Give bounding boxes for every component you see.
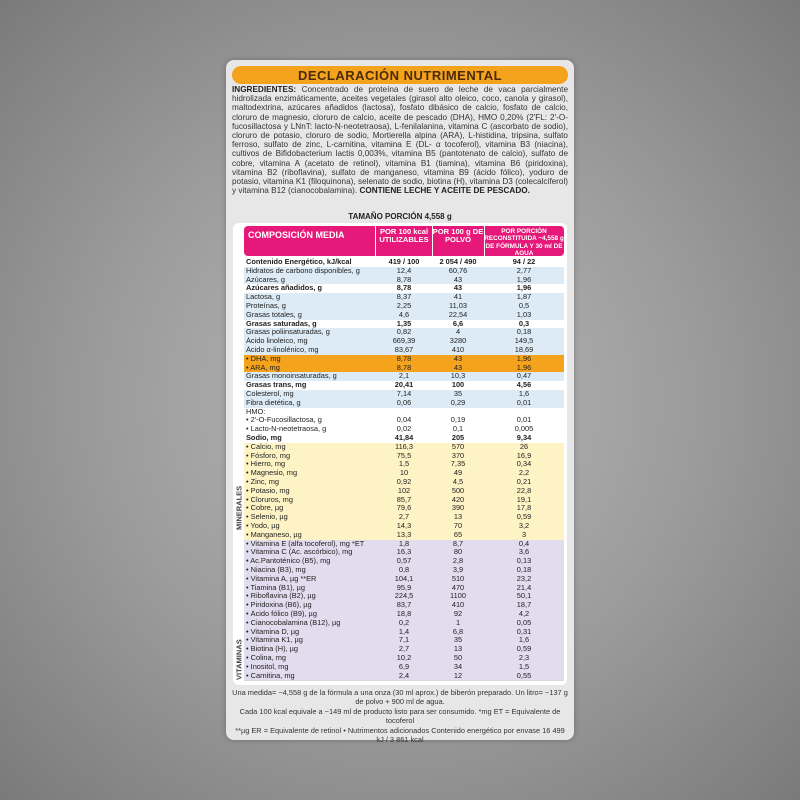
vitamins-side-label: VITAMINAS bbox=[234, 639, 244, 681]
value-per-100g: 3280 bbox=[449, 336, 467, 346]
value-per-100g: 22,54 bbox=[448, 309, 468, 319]
value-per-100kcal: 7,1 bbox=[398, 635, 410, 645]
value-per-100g: 41 bbox=[453, 292, 463, 302]
value-per-100kcal: 1,4 bbox=[398, 626, 410, 636]
nutrient-name: • Ácido fólico (B9), µg bbox=[246, 610, 317, 618]
nutrition-title: DECLARACIÓN NUTRIMENTAL bbox=[232, 66, 568, 84]
value-per-portion: 26 bbox=[519, 441, 529, 451]
value-per-100kcal: 2,4 bbox=[398, 670, 410, 680]
value-per-100kcal: 8,78 bbox=[396, 283, 412, 293]
value-per-portion: 0,5 bbox=[518, 301, 530, 310]
value-per-100kcal: 104,1 bbox=[394, 573, 414, 583]
value-per-100kcal: 41,84 bbox=[394, 433, 414, 442]
portion-size: TAMAÑO PORCIÓN 4,558 g bbox=[348, 212, 452, 221]
header-per-portion: POR PORCIÓN RECONSTITUIDA ~4,558 g DE FÓRMULA Y 30 ml DE AGUA bbox=[484, 228, 564, 258]
nutrient-name: • Vitamina K1, µg bbox=[246, 636, 303, 645]
value-per-100g: 49 bbox=[453, 468, 463, 478]
value-per-100kcal: 2,1 bbox=[398, 371, 410, 381]
value-per-100kcal: 1,5 bbox=[398, 459, 410, 469]
value-per-100g: 65 bbox=[453, 529, 463, 539]
value-per-100kcal: 16,3 bbox=[396, 547, 412, 557]
value-per-100g: 1100 bbox=[450, 591, 466, 601]
value-per-portion: 50,1 bbox=[516, 591, 532, 601]
nutrient-name: • Biotina (H), µg bbox=[246, 645, 299, 654]
value-per-portion: 2,3 bbox=[518, 653, 530, 662]
nutrient-name: • Carnitina, mg bbox=[246, 671, 295, 680]
value-per-100kcal: 13,3 bbox=[396, 529, 412, 539]
value-per-100kcal: 83,7 bbox=[396, 600, 412, 610]
nutrient-name: • DHA, mg bbox=[246, 354, 281, 363]
value-per-100g: 370 bbox=[451, 450, 465, 460]
value-per-portion: 0,13 bbox=[516, 556, 532, 566]
value-per-100g: 3,9 bbox=[452, 565, 464, 574]
footnote-line: Una medida= ~4,558 g de la fórmula a una onza (30 ml aprox.) de biberón preparado. Un litro= ~137 g de polvo + 900 ml de agua. bbox=[232, 688, 568, 707]
value-per-100g: 50 bbox=[453, 653, 463, 662]
nutrition-label bbox=[226, 60, 574, 745]
value-per-100kcal: 85,7 bbox=[396, 494, 412, 504]
value-per-portion: 0,05 bbox=[516, 617, 532, 627]
value-per-100g: 390 bbox=[451, 503, 465, 513]
value-per-portion: 2,2 bbox=[518, 468, 530, 478]
nutrient-name: Grasas saturadas, g bbox=[246, 319, 317, 328]
footnote-line: Cada 100 kcal equivale a ~149 ml de producto listo para ser consumido. *mg ET = Equivalente de tocoferol bbox=[239, 706, 561, 726]
allergen-statement: CONTIENE LECHE Y ACEITE DE PESCADO. bbox=[359, 186, 530, 196]
header-per-100g: POR 100 g DE POLVO bbox=[432, 227, 484, 244]
value-per-portion: 3 bbox=[521, 529, 527, 539]
nutrition-table bbox=[233, 223, 567, 685]
value-per-100g: 1 bbox=[455, 617, 461, 627]
value-per-100kcal: 102 bbox=[397, 485, 411, 495]
nutrient-name: • Hierro, mg bbox=[246, 460, 286, 469]
nutrient-name: • Yodo, µg bbox=[246, 522, 280, 530]
nutrient-name: • Cloruros, mg bbox=[246, 495, 293, 504]
value-per-100g: 43 bbox=[453, 362, 463, 372]
value-per-100kcal: 20,41 bbox=[394, 380, 414, 390]
value-per-portion: 16,9 bbox=[516, 450, 532, 460]
nutrient-name: Proteínas, g bbox=[246, 302, 286, 310]
value-per-portion: 21,4 bbox=[516, 582, 532, 592]
value-per-portion: 3,2 bbox=[518, 521, 530, 530]
nutrient-name: • 2'-O-Fucosillactosa, g bbox=[246, 416, 322, 425]
value-per-100kcal: 79,6 bbox=[396, 503, 412, 513]
value-per-100g: 35 bbox=[453, 389, 463, 398]
value-per-100g: 420 bbox=[451, 494, 465, 504]
value-per-100g: 205 bbox=[451, 433, 465, 442]
value-per-100g: 7,35 bbox=[450, 459, 466, 469]
value-per-portion: 3,6 bbox=[518, 547, 530, 557]
header-composition: COMPOSICIÓN MEDIA bbox=[248, 230, 345, 240]
value-per-100g: 11,03 bbox=[449, 301, 467, 310]
value-per-portion: 0,21 bbox=[516, 477, 532, 486]
nutrient-name: • Selenio, µg bbox=[246, 513, 288, 522]
value-per-100kcal: 224,5 bbox=[394, 591, 414, 601]
value-per-100g: 13 bbox=[453, 512, 463, 522]
value-per-portion: 1,96 bbox=[516, 274, 532, 284]
nutrient-name: Contenido Energético, kJ/kcal bbox=[246, 258, 352, 266]
value-per-100kcal: 0,02 bbox=[396, 424, 412, 434]
value-per-portion: 0,47 bbox=[516, 371, 532, 381]
value-per-100kcal: 83,67 bbox=[394, 345, 414, 354]
value-per-100g: 34 bbox=[453, 661, 463, 671]
value-per-100g: 6,6 bbox=[452, 318, 464, 328]
nutrient-name: • Ac.Pantoténico (B5), mg bbox=[246, 557, 331, 566]
value-per-100kcal: 0,8 bbox=[398, 565, 410, 574]
value-per-portion: 1,03 bbox=[516, 309, 532, 319]
value-per-100kcal: 2,7 bbox=[398, 512, 410, 522]
value-per-portion: 0,01 bbox=[516, 415, 532, 425]
value-per-100kcal: 10,2 bbox=[396, 653, 412, 662]
value-per-100kcal: 75,5 bbox=[396, 450, 412, 460]
value-per-portion: 1,96 bbox=[516, 353, 532, 363]
value-per-100g: 13 bbox=[453, 644, 463, 654]
value-per-100kcal: 18,8 bbox=[396, 609, 412, 618]
value-per-100kcal: 1,8 bbox=[398, 538, 410, 548]
ingredients-list: Concentrado de proteína de suero de leche de vaca parcialmente hidrolizada enzimáticamente, aceites vegetales (girasol alto oleico, coco, canola y girasol), maltodextrina, azúcares añadidos (lactosa), fosfato dibásico de calcio, fosfato de calcio, cloruro de magnesio, cloruro de calcio, aceite de pescado (DHA), HMO 0,20% (2'FL: 2'-O-fucosillactosa y LNnT: lacto-N-neotetraosa), L-fenilalanina, vitamina C (ascorbato de sodio), cloruro de potasio, cloruro de sodio, Mortierella alpina (ARA), L-histidina, tripsina, sulfato ferroso, sulfato de zinc, L-carnitina, vitamina E (DL- α tocoferol), vitamina B3 (niacina), cultivos de Bifidobacterium lactis 0,003%, vitamina B5 (pantotenato de calcio), sulfato de cobre, vitamina A (acetato de retinol), vitamina B1 (tiamina), vitamina B6 (piridoxina), vitamina B2 (riboflavina), sulfato de manganeso, vitamina B9 (ácido fólico), yoduro de potasio, vitamina K1 (filoquinona), selenato de sodio, biotina (H), vitamina D3 (colecalciferol) y vitamina B12 (cianocobalamina). bbox=[232, 85, 568, 196]
value-per-100kcal: 8,78 bbox=[396, 274, 412, 284]
value-per-100kcal: 669,39 bbox=[392, 336, 416, 346]
nutrient-name: Grasas trans, mg bbox=[246, 381, 307, 390]
nutrient-name: • Vitamina A, µg **ER bbox=[246, 574, 317, 583]
value-per-100kcal: 8,78 bbox=[396, 362, 412, 372]
value-per-100g: 92 bbox=[453, 609, 463, 618]
value-per-100g: 4 bbox=[455, 327, 461, 337]
value-per-100g: 410 bbox=[451, 600, 465, 610]
nutrient-name: • Lacto-N-neotetraosa, g bbox=[246, 425, 327, 434]
value-per-100kcal: 2,7 bbox=[398, 644, 410, 654]
value-per-100g: 80 bbox=[453, 547, 463, 557]
ingredients-text bbox=[232, 85, 568, 211]
nutrient-name: • Tiamina (B1), µg bbox=[246, 583, 306, 592]
nutrient-name: Grasas totales, g bbox=[246, 310, 302, 319]
value-per-portion: 1,96 bbox=[516, 362, 532, 372]
nutrient-name: • Calcio, mg bbox=[246, 442, 286, 451]
value-per-100kcal: 8,78 bbox=[396, 353, 412, 363]
value-per-portion: 1,6 bbox=[518, 635, 530, 645]
footnotes bbox=[232, 688, 568, 745]
nutrient-name: Sodio, mg bbox=[246, 434, 282, 442]
nutrient-name: Azúcares, g bbox=[246, 275, 286, 284]
value-per-100g: 470 bbox=[451, 582, 465, 592]
value-per-100kcal: 10 bbox=[399, 468, 409, 478]
value-per-100g: 0,29 bbox=[450, 397, 466, 407]
value-per-portion: 1,96 bbox=[516, 283, 532, 293]
value-per-100kcal: 8,37 bbox=[396, 292, 412, 302]
value-per-portion: 18,69 bbox=[514, 345, 534, 354]
nutrient-name: • Zinc, mg bbox=[246, 478, 279, 486]
value-per-portion: 0,18 bbox=[516, 327, 532, 337]
value-per-100kcal: 0,06 bbox=[396, 397, 412, 407]
nutrient-name: • Magnesio, mg bbox=[246, 469, 298, 478]
value-per-100kcal: 0,04 bbox=[396, 415, 412, 425]
value-per-100g: 6,8 bbox=[452, 626, 464, 636]
value-per-portion: 1,87 bbox=[516, 292, 532, 302]
value-per-100g: 10,3 bbox=[450, 371, 466, 381]
nutrient-name: Azúcares añadidos, g bbox=[246, 284, 322, 293]
value-per-portion: 4,2 bbox=[518, 609, 530, 618]
nutrient-name: • Cianocobalamina (B12), µg bbox=[246, 618, 341, 627]
nutrient-name: Grasas poliinsaturadas, g bbox=[246, 328, 330, 337]
value-per-portion: 9,34 bbox=[516, 433, 532, 442]
value-per-100g: 8,7 bbox=[452, 538, 464, 548]
nutrient-name: • Vitamina E (alfa tocoferol), mg *ET bbox=[246, 539, 365, 548]
value-per-portion: 22,8 bbox=[516, 485, 532, 495]
table-header bbox=[244, 226, 564, 256]
nutrient-name: • ARA, mg bbox=[246, 363, 280, 372]
value-per-100g: 43 bbox=[453, 353, 463, 363]
value-per-100g: 0,1 bbox=[452, 424, 464, 434]
value-per-100g: 500 bbox=[451, 485, 465, 495]
value-per-100kcal: 116,3 bbox=[395, 441, 413, 451]
nutrient-name: • Fósforo, mg bbox=[246, 451, 291, 460]
value-per-100kcal: 0,2 bbox=[398, 617, 410, 627]
nutrient-name: Fibra dietética, g bbox=[246, 398, 301, 407]
nutrient-name: • Cobre, µg bbox=[246, 504, 284, 513]
value-per-100g: 43 bbox=[453, 274, 463, 284]
value-per-100g: 2,8 bbox=[452, 556, 464, 566]
value-per-portion: 0,34 bbox=[516, 459, 532, 469]
value-per-100kcal: 12,4 bbox=[396, 265, 412, 275]
value-per-100g: 100 bbox=[451, 380, 465, 390]
value-per-100kcal: 0,57 bbox=[396, 556, 412, 566]
value-per-100g: 35 bbox=[453, 635, 463, 645]
value-per-100g: 4,5 bbox=[452, 477, 464, 486]
value-per-100g: 43 bbox=[453, 283, 463, 293]
ingredients-label: INGREDIENTES: bbox=[232, 85, 297, 94]
value-per-100g: 2 054 / 490 bbox=[439, 257, 477, 266]
value-per-portion: 0,31 bbox=[516, 626, 532, 636]
value-per-100g: 570 bbox=[451, 441, 465, 451]
value-per-portion: 94 / 22 bbox=[512, 257, 536, 266]
value-per-100kcal: 14,3 bbox=[396, 521, 412, 530]
value-per-100g: 510 bbox=[451, 573, 465, 583]
footnote-line: **µg ER = Equivalente de retinol • Nutrimentos adicionados Contenido energético por envase 16 499 kJ / 3 861 kcal bbox=[235, 725, 565, 745]
value-per-100kcal: 4,6 bbox=[398, 309, 410, 319]
value-per-portion: 23,2 bbox=[516, 573, 532, 583]
value-per-portion: 1,5 bbox=[518, 661, 530, 671]
value-per-portion: 0,59 bbox=[516, 512, 532, 522]
minerals-side-label: MINERALES bbox=[234, 485, 244, 531]
value-per-100kcal: 95,9 bbox=[396, 582, 412, 592]
nutrient-name: • Niacina (B3), mg bbox=[246, 566, 306, 574]
value-per-portion: 0,4 bbox=[518, 538, 530, 548]
nutrient-name: Ácido α-linolénico, mg bbox=[246, 346, 319, 354]
value-per-100kcal: 6,9 bbox=[398, 661, 410, 671]
value-per-100kcal: 0,82 bbox=[396, 327, 412, 337]
value-per-portion: 149,5 bbox=[514, 336, 534, 346]
value-per-portion: 19,1 bbox=[516, 494, 532, 504]
value-per-portion: 17,8 bbox=[516, 503, 532, 513]
value-per-100kcal: 2,25 bbox=[396, 301, 412, 310]
value-per-portion: 0,3 bbox=[518, 318, 530, 328]
value-per-100g: 70 bbox=[453, 521, 463, 530]
value-per-100g: 410 bbox=[451, 345, 465, 354]
value-per-portion: 1,6 bbox=[518, 389, 530, 398]
nutrient-name: • Vitamina C (Ac. ascórbico), mg bbox=[246, 548, 353, 557]
nutrient-name: Hidratos de carbono disponibles, g bbox=[246, 266, 360, 275]
nutrient-name: • Colina, mg bbox=[246, 654, 286, 662]
value-per-100g: 0,19 bbox=[450, 415, 466, 425]
nutrient-name: • Vitamina D, µg bbox=[246, 627, 300, 636]
nutrient-name: • Inositol, mg bbox=[246, 662, 289, 671]
nutrient-name: Lactosa, g bbox=[246, 293, 281, 302]
value-per-portion: 4,56 bbox=[516, 380, 532, 390]
value-per-portion: 18,7 bbox=[516, 600, 532, 610]
value-per-portion: 0,18 bbox=[516, 565, 532, 574]
nutrient-name: • Riboflavina (B2), µg bbox=[246, 592, 316, 601]
value-per-portion: 0,01 bbox=[516, 397, 532, 407]
nutrient-name: • Potasio, mg bbox=[246, 486, 290, 495]
nutrient-name: • Manganeso, µg bbox=[246, 530, 302, 539]
table-row bbox=[244, 672, 564, 682]
value-per-100kcal: 419 / 100 bbox=[388, 257, 420, 266]
nutrient-name: Colesterol, mg bbox=[246, 390, 294, 398]
value-per-portion: 0,005 bbox=[514, 424, 534, 434]
nutrient-name: • Piridoxina (B6), µg bbox=[246, 601, 312, 610]
value-per-100g: 60,76 bbox=[448, 265, 468, 275]
value-per-100kcal: 0,92 bbox=[396, 477, 412, 486]
value-per-100kcal: 7,14 bbox=[396, 389, 412, 398]
value-per-portion: 2,77 bbox=[516, 265, 532, 275]
value-per-portion: 0,59 bbox=[516, 644, 532, 654]
nutrient-name: HMO: bbox=[246, 407, 266, 416]
header-per-100kcal: POR 100 kcal UTILIZABLES bbox=[379, 227, 429, 244]
value-per-100kcal: 1,35 bbox=[396, 318, 412, 328]
nutrient-name: Ácido linoleico, mg bbox=[246, 337, 308, 346]
nutrient-name: Grasas monoinsaturadas, g bbox=[246, 372, 337, 381]
value-per-100g: 12 bbox=[453, 670, 463, 680]
value-per-portion: 0,55 bbox=[516, 670, 532, 680]
